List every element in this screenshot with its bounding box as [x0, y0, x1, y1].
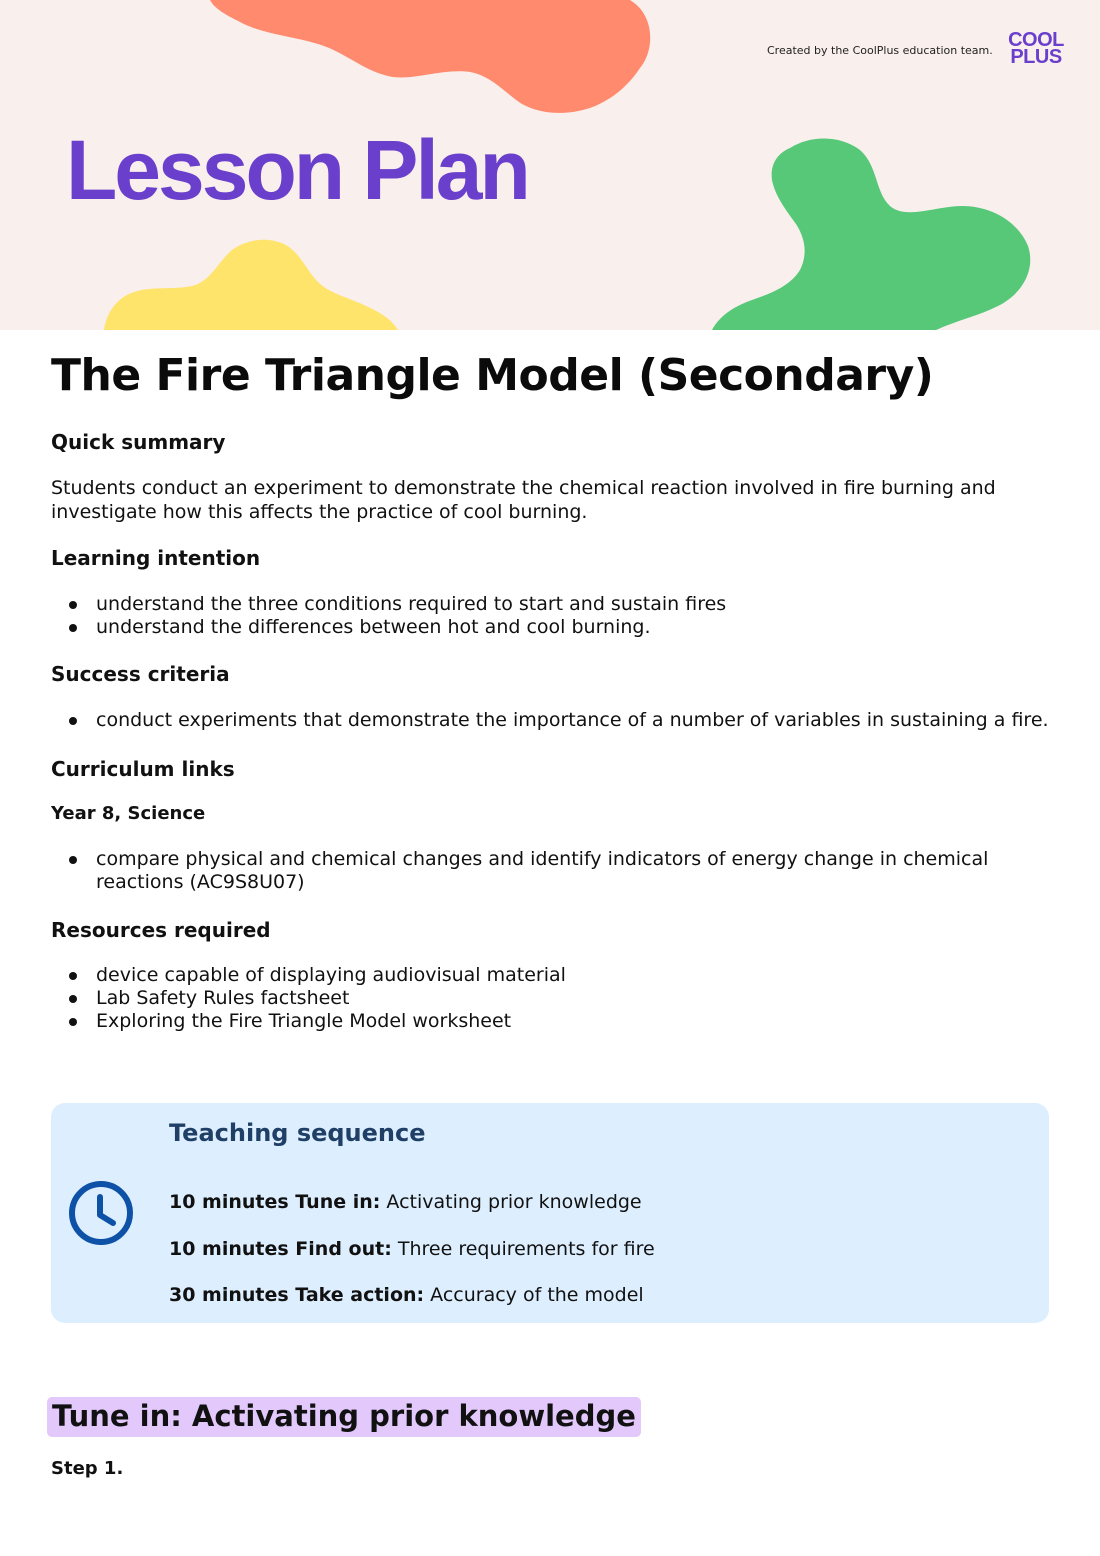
success-criteria-heading: Success criteria [51, 662, 230, 686]
quick-summary-heading: Quick summary [51, 430, 226, 454]
list-item: understand the differences between hot and cool burning. [51, 616, 1051, 639]
curriculum-subheading: Year 8, Science [51, 803, 206, 824]
bullet-icon [69, 624, 77, 632]
coolplus-logo: COOL PLUS [1008, 29, 1064, 68]
resources-required-heading: Resources required [51, 918, 271, 942]
step-label: Step 1. [51, 1458, 124, 1479]
teaching-sequence-box [51, 1103, 1049, 1323]
bullet-icon [69, 717, 77, 725]
tune-in-heading-highlight [47, 1397, 641, 1437]
success-criteria-list [51, 709, 1051, 732]
sequence-row-tune-in: 10 minutes Tune in: Activating prior knowledge [169, 1191, 642, 1213]
curriculum-links-list [51, 848, 1051, 894]
orange-paint-blob [210, 0, 650, 113]
bullet-icon [69, 995, 77, 1003]
list-item: Exploring the Fire Triangle Model worksheet [51, 1010, 1051, 1033]
document-title: The Fire Triangle Model (Secondary) [51, 350, 934, 401]
sequence-row-find-out: 10 minutes Find out: Three requirements for fire [169, 1238, 655, 1260]
yellow-paint-blob [104, 240, 398, 330]
sequence-row-take-action: 30 minutes Take action: Accuracy of the model [169, 1284, 644, 1306]
learning-intention-list [51, 593, 1051, 639]
credit-text: Created by the CoolPlus education team. [767, 44, 993, 57]
green-paint-blob [712, 138, 1030, 330]
clock-icon [67, 1179, 135, 1247]
learning-intention-heading: Learning intention [51, 546, 261, 570]
quick-summary-text: Students conduct an experiment to demonstrate the chemical reaction involved in fire burning and investigate how this affects the practice of cool burning. [51, 477, 996, 523]
curriculum-links-heading: Curriculum links [51, 757, 235, 781]
tune-in-heading: Tune in: Activating prior knowledge [52, 1399, 636, 1433]
page-title: Lesson Plan [66, 123, 528, 217]
list-item: conduct experiments that demonstrate the importance of a number of variables in sustaining a fire. [51, 709, 1051, 732]
list-item: Lab Safety Rules factsheet [51, 987, 1051, 1010]
resources-required-list [51, 964, 1051, 1033]
bullet-icon [69, 601, 77, 609]
bullet-icon [69, 856, 77, 864]
list-item: understand the three conditions required to start and sustain fires [51, 593, 1051, 616]
hero-banner [0, 0, 1100, 330]
bullet-icon [69, 1018, 77, 1026]
list-item: compare physical and chemical changes and identify indicators of energy change in chemical reactions (AC9S8U07) [51, 848, 1051, 894]
list-item: device capable of displaying audiovisual material [51, 964, 1051, 987]
bullet-icon [69, 972, 77, 980]
teaching-sequence-heading: Teaching sequence [169, 1119, 426, 1147]
